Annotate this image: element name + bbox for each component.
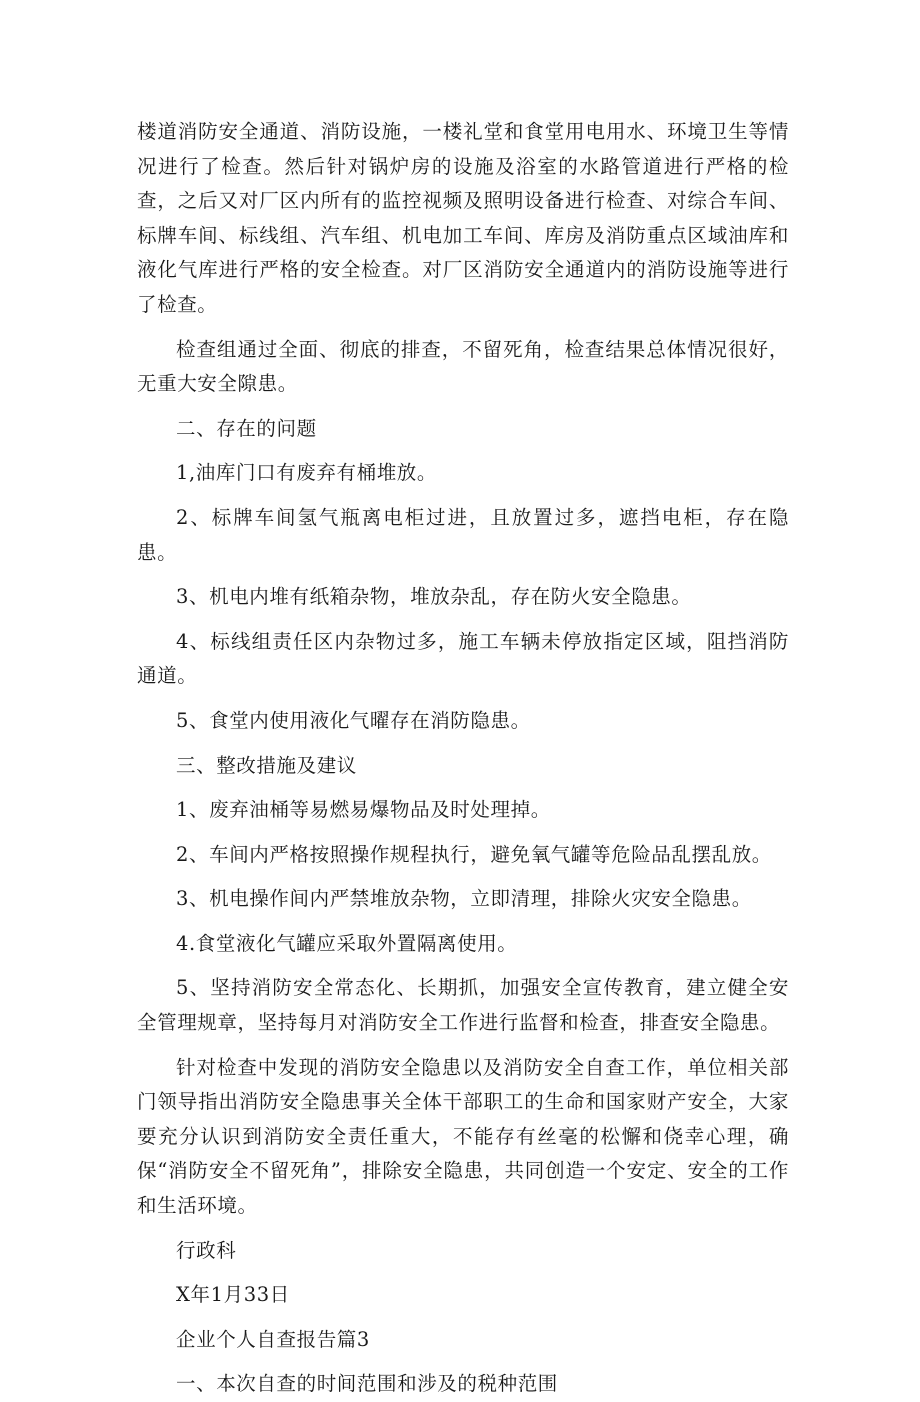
paragraph-conclusion: 针对检查中发现的消防安全隐患以及消防安全自查工作，单位相关部门领导指出消防安全隐患事关全体干部职工的生命和国家财产安全，大家要充分认识到消防安全责任重大，不能存有丝毫的松懈和侥幸心理，确保“消防安全不留死角”，排除安全隐患，共同创造一个安定、安全的工作和生活环境。 xyxy=(137,1055,789,1218)
problem-item-3: 3、机电内堆有纸箱杂物，堆放杂乱，存在防火安全隐患。 xyxy=(176,585,692,609)
measure-item-1: 1、废弃油桶等易燃易爆物品及时处理掉。 xyxy=(176,798,551,822)
measure-item-2: 2、车间内严格按照操作规程执行，避免氧气罐等危险品乱摆乱放。 xyxy=(176,842,772,866)
section-heading-problems: 二、存在的问题 xyxy=(176,416,317,440)
measure-item-4: 4.食堂液化气罐应采取外置隔离使用。 xyxy=(176,931,518,955)
document-body xyxy=(137,115,789,1402)
signature-department: 行政科 xyxy=(176,1238,237,1262)
measure-item-5: 5、坚持消防安全常态化、长期抓，加强安全宣传教育，建立健全安全管理规章，坚持每月对消防安全工作进行监督和检查，排查安全隐患。 xyxy=(137,976,789,1035)
signature-date: X年1月33日 xyxy=(176,1283,290,1307)
problem-item-5: 5、食堂内使用液化气曜存在消防隐患。 xyxy=(176,708,531,732)
section-heading-measures: 三、整改措施及建议 xyxy=(176,753,357,777)
measure-item-3: 3、机电操作间内严禁堆放杂物，立即清理，排除火灾安全隐患。 xyxy=(176,887,752,911)
problem-item-2: 2、标牌车间氢气瓶离电柜过进，且放置过多，遮挡电柜，存在隐患。 xyxy=(137,505,789,564)
paragraph-inspection-result: 检查组通过全面、彻底的排查，不留死角，检查结果总体情况很好，无重大安全隙患。 xyxy=(137,337,789,396)
problem-item-1: 1,油库门口有废弃有桶堆放。 xyxy=(176,461,438,485)
paragraph-inspection-details: 楼道消防安全通道、消防设施，一楼礼堂和食堂用电用水、环境卫生等情况进行了检查。然后针对锅炉房的设施及浴室的水路管道进行严格的检查，之后又对厂区内所有的监控视频及照明设备进行检查、对综合车间、标牌车间、标线组、汽车组、机电加工车间、库房及消防重点区域油库和液化气库进行严格的安全检查。对厂区消防安全通道内的消防设施等进行了检查。 xyxy=(137,120,789,316)
report-title: 企业个人自查报告篇3 xyxy=(176,1327,370,1351)
problem-item-4: 4、标线组责任区内杂物过多，施工车辆未停放指定区域，阻挡消防通道。 xyxy=(137,629,789,688)
section-heading-scope: 一、本次自查的时间范围和涉及的税种范围 xyxy=(176,1372,558,1396)
